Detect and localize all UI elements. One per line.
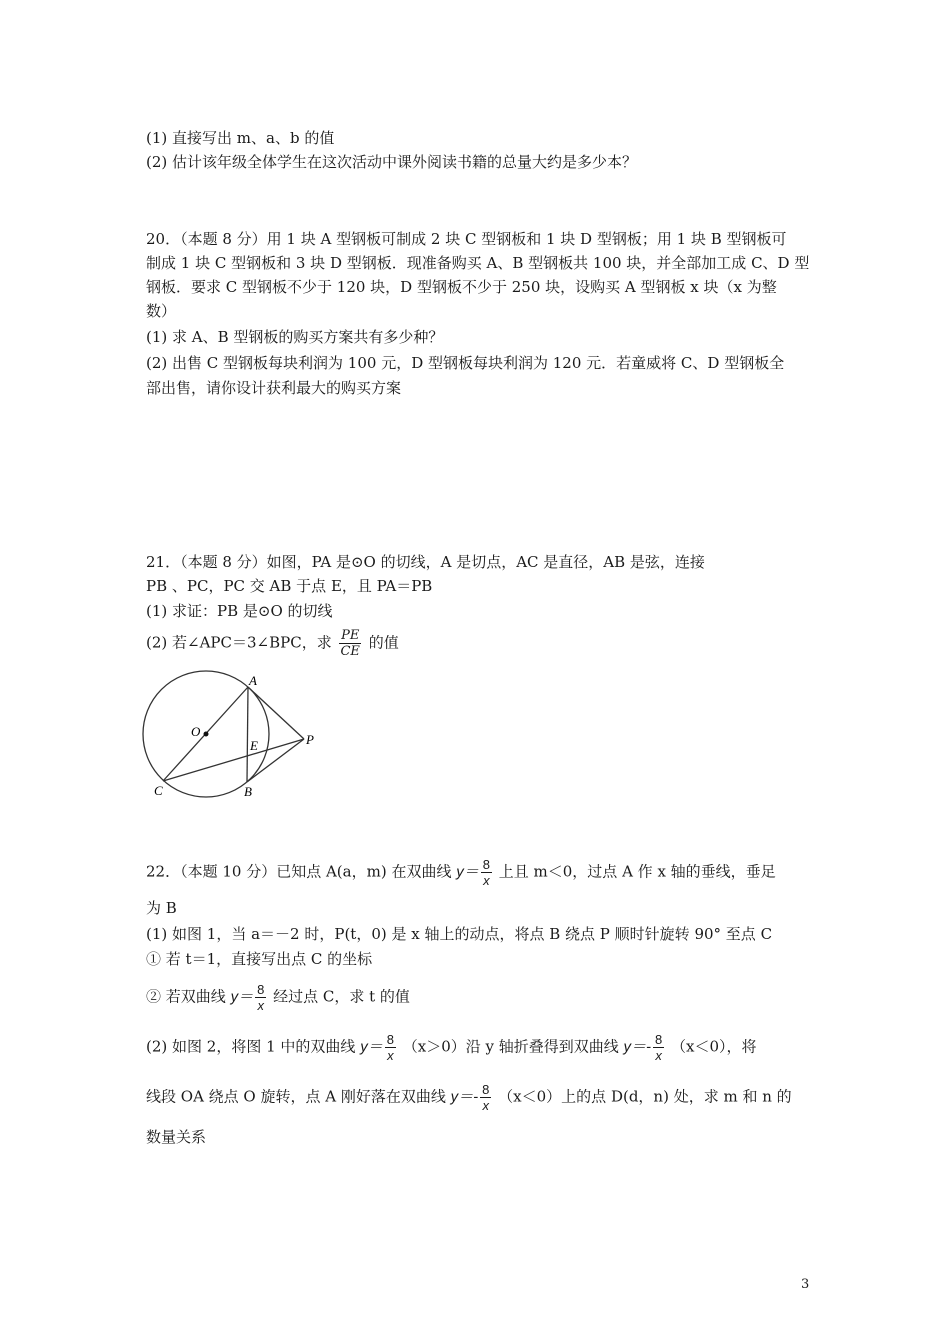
label-o: O <box>191 724 201 739</box>
q20-part2-line2: 部出售，请你设计获利最大的购买方案 <box>146 379 402 397</box>
q21-line1: 21．（本题 8 分）如图，PA 是⊙O 的切线，A 是切点，AC 是直径，AB 是弦，连接 <box>146 553 705 571</box>
label-c: C <box>154 783 163 798</box>
fraction-denominator: x <box>257 998 264 1013</box>
q22-part1-ii-text: ② 若双曲线 <box>146 987 226 1006</box>
q22-part1-ii-suffix: 经过点 C，求 t 的值 <box>273 987 410 1006</box>
q19-part2: (2) 估计该年级全体学生在这次活动中课外阅读书籍的总量大约是多少本？ <box>146 153 638 171</box>
q20-line4: 数） <box>146 302 177 320</box>
q20-line3: 钢板．要求 C 型钢板不少于 120 块，D 型钢板不少于 250 块，设购买 A 型钢板 x 块（x 为整 <box>146 278 777 296</box>
q22-line1 <box>146 857 776 888</box>
eight-over-x-fraction <box>481 857 492 888</box>
fraction-numerator: PE <box>341 628 360 643</box>
chord-ab <box>247 687 248 782</box>
q22-part1-ii <box>146 982 410 1013</box>
q22-part2-line1 <box>146 1032 757 1063</box>
q22-line2: 为 B <box>146 899 177 917</box>
y-equals: y＝ <box>360 1038 383 1056</box>
q22-part2-suffix: （x＜0），将 <box>671 1037 757 1056</box>
center-dot <box>204 732 209 737</box>
q21-line2: PB 、PC，PC 交 AB 于点 E，且 PA＝PB <box>146 577 433 595</box>
pe-ce-fraction <box>338 628 361 659</box>
q20-part2-line1: (2) 出售 C 型钢板每块利润为 100 元，D 型钢板每块利润为 120 元．若童威将 C、D 型钢板全 <box>146 354 785 372</box>
label-p: P <box>306 732 314 747</box>
q22-part2-line3: 数量关系 <box>146 1128 207 1146</box>
q20-line2: 制成 1 块 C 型钢板和 3 块 D 型钢板．现准备购买 A、B 型钢板共 100 块，并全部加工成 C、D 型 <box>146 254 810 272</box>
circle-tangent-figure <box>140 668 330 800</box>
fraction-numerator: 8 <box>655 1032 663 1047</box>
q22-line1-suffix: 上且 m＜0，过点 A 作 x 轴的垂线，垂足 <box>498 862 776 881</box>
q19-part1: (1) 直接写出 m、a、b 的值 <box>146 129 335 147</box>
line-pc <box>163 739 304 781</box>
tangent-pa <box>248 687 304 739</box>
label-e: E <box>250 738 258 753</box>
fraction-denominator: CE <box>340 644 360 659</box>
fraction-denominator: x <box>655 1048 662 1063</box>
y-equals: y＝ <box>230 988 254 1006</box>
fraction-denominator: x <box>387 1048 394 1063</box>
eight-over-x-fraction <box>653 1032 664 1063</box>
q20-part1: (1) 求 A、B 型钢板的购买方案共有多少种？ <box>146 328 444 346</box>
q22-part2-text: (2) 如图 2，将图 1 中的双曲线 <box>146 1037 356 1056</box>
q22-part1-i: ① 若 t＝1，直接写出点 C 的坐标 <box>146 950 373 968</box>
q21-part2-suffix: 的值 <box>368 633 399 652</box>
q20-line1: 20．（本题 8 分）用 1 块 A 型钢板可制成 2 块 C 型钢板和 1 块 D 型钢板；用 1 块 B 型钢板可 <box>146 230 787 248</box>
q21-part1: (1) 求证：PB 是⊙O 的切线 <box>146 602 333 620</box>
label-a: A <box>249 673 257 688</box>
page-number: 3 <box>801 1277 810 1292</box>
fraction-denominator: x <box>482 1098 490 1113</box>
q22-part2b-suffix: （x＜0）上的点 D(d，n) 处，求 m 和 n 的 <box>498 1087 792 1106</box>
y-equals-negative: y＝- <box>450 1088 479 1106</box>
eight-over-x-fraction <box>255 982 266 1013</box>
q21-part2 <box>146 628 399 659</box>
q22-part2b-text: 线段 OA 绕点 O 旋转，点 A 刚好落在双曲线 <box>146 1087 446 1106</box>
fraction-numerator: 8 <box>482 857 490 872</box>
fraction-denominator: x <box>483 873 490 888</box>
label-b: B <box>244 784 252 799</box>
y-equals: y＝ <box>456 863 479 881</box>
q22-part2-mid: （x＞0）沿 y 轴折叠得到双曲线 <box>402 1037 619 1056</box>
eight-over-x-fraction <box>385 1032 396 1063</box>
q22-part1: (1) 如图 1，当 a＝－2 时，P(t，0) 是 x 轴上的动点，将点 B 绕点 P 顺时针旋转 90° 至点 C <box>146 925 773 943</box>
y-equals-negative: y＝- <box>623 1038 652 1056</box>
q21-part2-text: (2) 若∠APC＝3∠BPC，求 <box>146 633 332 652</box>
fraction-numerator: 8 <box>257 982 265 997</box>
eight-over-x-fraction <box>480 1082 491 1113</box>
fraction-numerator: 8 <box>482 1082 490 1097</box>
q22-part2-line2 <box>146 1082 792 1113</box>
fraction-numerator: 8 <box>386 1032 394 1047</box>
q22-line1-text: 22．（本题 10 分）已知点 A(a，m) 在双曲线 <box>146 862 452 881</box>
